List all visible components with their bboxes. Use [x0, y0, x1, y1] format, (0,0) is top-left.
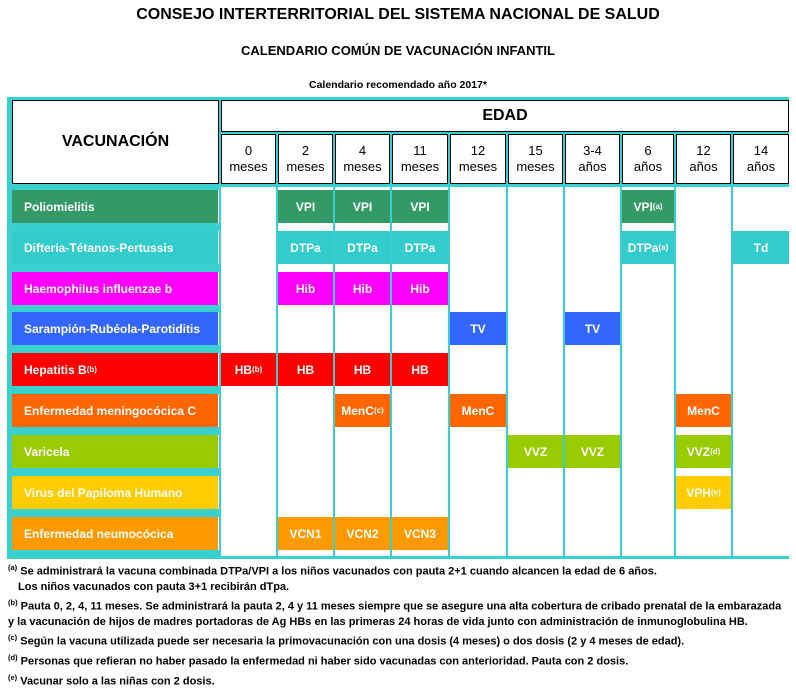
vaccine-label: Varicela: [12, 435, 219, 468]
header-edad: EDAD: [221, 100, 789, 132]
footnote-ref: (e): [710, 488, 721, 497]
footnote: $^{(d)}$ Personas que refieran no haber pasado la enfermedad ni haber sido vacunadas con anterioridad. Pauta con 2 dosis.: [8, 652, 629, 668]
footnote-ref: (b): [86, 365, 97, 374]
dose-cell: VVZ: [508, 435, 563, 468]
footnote-ref: (c): [373, 406, 384, 415]
dose-cell: HB: [278, 353, 333, 386]
age-header-cell: [392, 134, 448, 184]
vaccine-label: Virus del Papiloma Humano: [12, 476, 219, 509]
dose-cell: HB: [335, 353, 390, 386]
footnote: Los niños vacunados con pauta 3+1 recibirán dTpa.: [18, 580, 290, 593]
header-vacunacion: VACUNACIÓN: [12, 100, 219, 184]
age-unit: meses: [229, 159, 268, 174]
age-header-cell: [565, 134, 620, 184]
dose-cell: VPI: [335, 190, 390, 223]
footnote-ref: (d): [710, 447, 721, 456]
dose-cell: VPI (a): [622, 190, 674, 223]
dose-cell: Hib: [335, 272, 390, 305]
recommended-year: Calendario recomendado año 2017*: [309, 79, 487, 91]
vaccine-label: Enfermedad neumocócica: [12, 517, 219, 550]
dose-cell: MenC: [450, 394, 506, 427]
dose-cell: VPI: [392, 190, 448, 223]
vaccine-label: Difteria-Tétanos-Pertussis: [12, 231, 219, 264]
dose-cell: TV: [450, 312, 506, 345]
age-header-cell: [508, 134, 563, 184]
footnote-marker: (c): [8, 633, 18, 643]
vaccine-label: Sarampión-Rubéola-Parotiditis: [12, 312, 219, 345]
footnote-marker: (a): [8, 563, 18, 572]
age-number: 6: [644, 143, 652, 158]
age-number: 14: [753, 143, 769, 158]
age-header-cell: [221, 134, 276, 184]
dose-cell: VVZ (d): [676, 435, 731, 468]
footnote-ref: (b): [252, 365, 263, 374]
dose-cell: Hib: [392, 272, 448, 305]
age-unit: años: [578, 159, 607, 174]
age-unit: meses: [400, 159, 440, 174]
dose-cell: VPH (e): [676, 476, 731, 509]
dose-cell: DTPa: [392, 231, 448, 264]
dose-cell: DTPa: [335, 231, 390, 264]
age-header-cell: [278, 134, 333, 184]
age-number: 4: [358, 143, 367, 158]
footnote: $^{(c)}$ Según la vacuna utilizada puede ser necesaria la primovacunación con una dosis (4 meses) o dos dosis (2 y 4 meses de edad).: [8, 633, 685, 648]
dose-cell: DTPa (a): [622, 231, 674, 264]
age-column-background: [450, 187, 506, 556]
age-unit: meses: [458, 159, 498, 174]
age-header-cell: [622, 134, 674, 184]
dose-cell: VCN1: [278, 517, 333, 550]
dose-cell: VCN3: [392, 517, 448, 550]
footnotes: [8, 560, 790, 690]
footnote-marker: (b): [8, 598, 18, 608]
age-number: 3-4: [583, 143, 602, 158]
age-unit: años: [689, 159, 718, 174]
age-unit: meses: [516, 159, 555, 174]
vaccine-label: Haemophilus influenzae b: [12, 272, 219, 305]
age-number: 15: [528, 143, 543, 158]
footnote-marker: (e): [8, 672, 18, 682]
age-number: 0: [244, 143, 253, 158]
footnote: $^{(a)}$ Se administrará la vacuna combinada DTPa/VPI a los niños vacunados con pauta 2+1 cuando alcancen la edad de 6 años.: [8, 563, 657, 578]
age-number: 2: [301, 143, 310, 158]
age-number: 11: [413, 143, 427, 158]
footnote-ref: (a): [658, 243, 669, 252]
age-header-cell: [335, 134, 390, 184]
dose-cell: TV: [565, 312, 620, 345]
dose-cell: VVZ: [565, 435, 620, 468]
footnote: $^{(e)}$ Vacunar solo a las niñas con 2 dosis.: [8, 672, 215, 688]
age-number: 12: [470, 143, 486, 158]
vaccine-label: Poliomielitis: [12, 190, 219, 223]
dose-cell: HB: [392, 353, 448, 386]
dose-cell: DTPa: [278, 231, 333, 264]
dose-cell: MenC (c): [335, 394, 390, 427]
age-header-cell: [450, 134, 506, 184]
document-subtitle: CALENDARIO COMÚN DE VACUNACIÓN INFANTIL: [241, 43, 555, 58]
age-header-cell: [733, 134, 789, 184]
age-column-background: [508, 187, 563, 556]
dose-cell: VCN2: [335, 517, 390, 550]
age-unit: meses: [286, 159, 325, 174]
dose-cell: HB (b): [221, 353, 276, 386]
age-number: 12: [696, 143, 711, 158]
age-header-cell: [676, 134, 731, 184]
vaccine-label: Hepatitis B (b): [12, 353, 219, 386]
dose-cell: MenC: [676, 394, 731, 427]
footnote: $^{(b)}$ Pauta 0, 2, 4, 11 meses. Se administrará la pauta 2, 4 y 11 meses siempre que se asegure una alta cobertura de cribado prenatal de la embarazada y la vacunación de hijos de madres portadoras de Ag HBs en las primeras 24 horas de vida junto con administración de inmunoglobulina HB.: [8, 598, 782, 628]
footnote-marker: (d): [8, 652, 18, 662]
age-unit: meses: [343, 159, 382, 174]
footnote-ref: (a): [652, 202, 663, 211]
age-column-background: [565, 187, 620, 556]
age-unit: años: [746, 159, 776, 174]
dose-cell: Td: [733, 231, 789, 264]
age-unit: años: [633, 159, 663, 174]
dose-cell: Hib: [278, 272, 333, 305]
dose-cell: VPI: [278, 190, 333, 223]
vaccine-label: Enfermedad meningocócica C: [12, 394, 219, 427]
document-title: CONSEJO INTERTERRITORIAL DEL SISTEMA NACIONAL DE SALUD: [136, 6, 660, 23]
